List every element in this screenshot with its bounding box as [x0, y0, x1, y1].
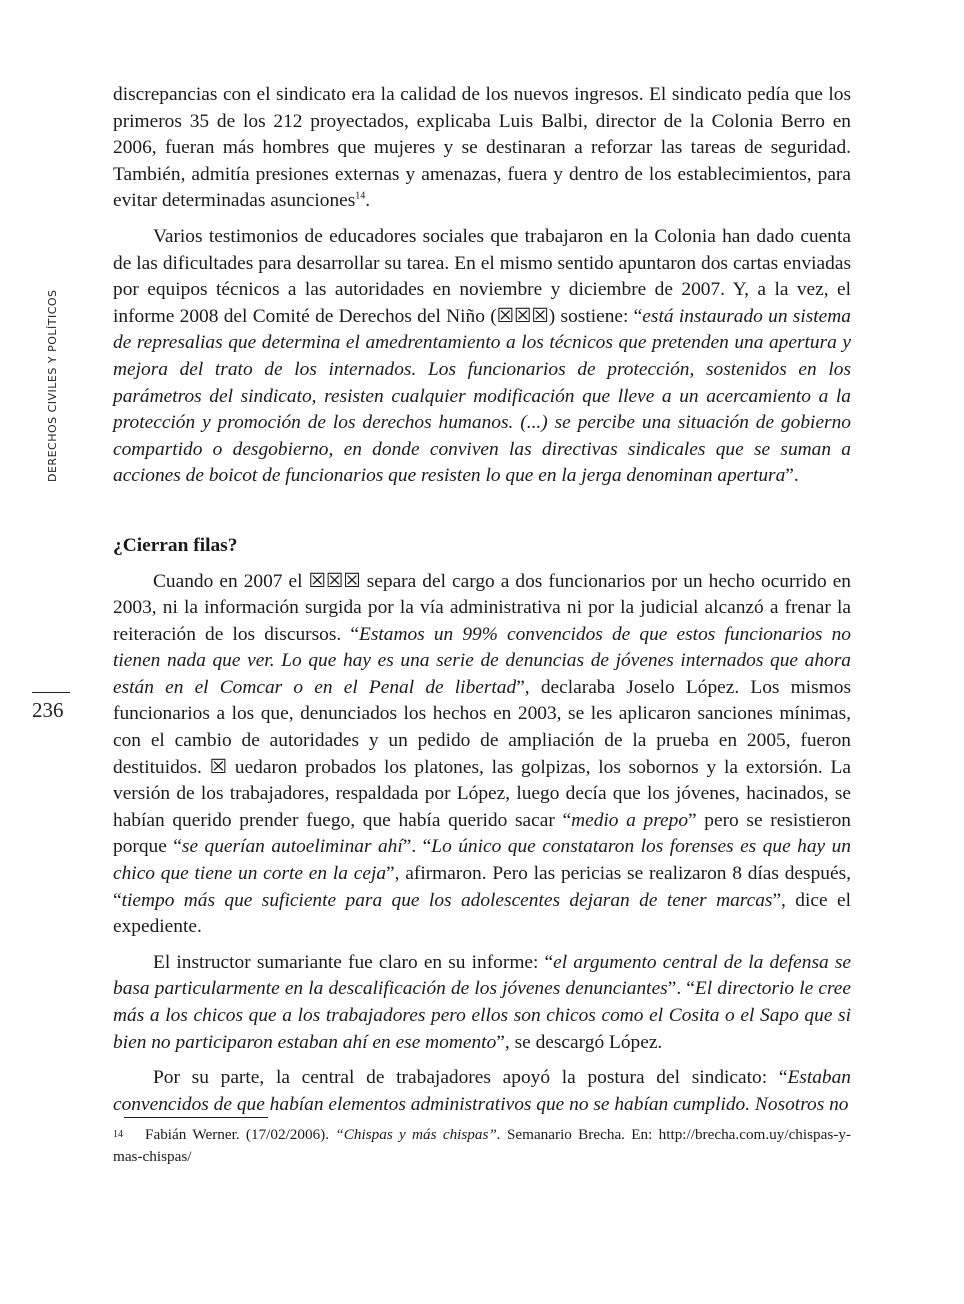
paragraph-5: Por su parte, la central de trabajadores apoyó la postura del sindicato: “Estaban convencidos de que habían elementos administrativos que no se habían cumplido. Nosotros no — [113, 1067, 851, 1115]
footnote-number: 14 — [113, 1129, 123, 1140]
footnote-ref[interactable]: 14 — [355, 190, 366, 202]
footnote: $^{14}$ Fabián Werner. (17/02/2006). “Chispas y más chispas”. Semanario Brecha. En: http://brecha.com.uy/chispas-y-mas-chispas/ — [113, 1126, 851, 1165]
page-number-rule — [32, 692, 70, 693]
section-side-label: DERECHOS CIVILES Y POLÍTICOS — [46, 289, 59, 482]
page-number: 236 — [32, 698, 64, 722]
body-text — [113, 82, 851, 1127]
paragraph-2: Varios testimonios de educadores sociales que trabajaron en la Colonia han dado cuenta de las dificultades para desarrollar su tarea. En el mismo sentido apuntaron dos cartas enviadas por equipos técnicos a las autoridades en noviembre y diciembre de 2007. Y, a la vez, el informe 2008 del Comité de Derechos del Niño (☒☒☒) sostiene: “está instaurado un sistema de represalias que determina el amedrentamiento a los técnicos que pretenden una apertura y mejora del trato de los internados. Los funcionarios de protección, sostenidos en los parámetros del sindicato, resisten cualquier modificación que lleve a un acercamiento a la protección y promoción de los derechos humanos. (...) se percibe una situación de gobierno compartido o desgobierno, en donde conviven las directivas sindicales que se suman a acciones de boicot de funcionarios que resisten lo que en la jerga denominan apertura”. — [113, 225, 851, 487]
footnote-rule — [124, 1117, 268, 1118]
footnote-link[interactable]: Semanario Brecha. En: http://brecha.com.uy/chispas-y-mas-chispas/ — [113, 1126, 851, 1165]
paragraph-1: discrepancias con el sindicato era la calidad de los nuevos ingresos. El sindicato pedía que los primeros 35 de los 212 proyectados, explicaba Luis Balbi, director de la Colonia Berro en 2006, fueran más hombres que mujeres y se destinaran a reforzar las tareas de seguridad. También, admitía presiones externas y amenazas, fuera y dentro de los establecimientos, para evitar determinadas asunciones$^{14}$. — [113, 84, 851, 212]
paragraph-4: El instructor sumariante fue claro en su informe: “el argumento central de la defensa se basa particularmente en la descalificación de los jóvenes denunciantes”. “El directorio le cree más a los chicos que a los trabajadores pero ellos son chicos como el Cosita o el Sapo que si bien no participaron estaban ahí en ese momento”, se descargó López. — [113, 951, 851, 1053]
paragraph-3: Cuando en 2007 el ☒☒☒ separa del cargo a dos funcionarios por un hecho ocurrido en 2003, ni la información surgida por la vía administrativa ni por la judicial alcanzó a frenar la reiteración de los discursos. “Estamos un 99% convencidos de que estos funcionarios no tienen nada que ver. Lo que hay es una serie de denuncias de jóvenes internados que ahora están en el Comcar o en el Penal de libertad”, declaraba Joselo López. Los mismos funcionarios a los que, denunciados los hechos en 2003, se les aplicaron sanciones mínimas, con el cambio de autoridades y un pedido de ampliación de la prueba en 2005, fueron destituidos. ☒ uedaron probados los platones, las golpizas, los sobornos y la extorsión. La versión de los trabajadores, respaldada por López, luego decía que los jóvenes, hacinados, se habían querido prender fuego, que había querido sacar “medio a prepo” pero se resistieron porque “se querían autoeliminar ahí”. “Lo único que constataron los forenses es que hay un chico que tiene un corte en la ceja”, afirmaron. Pero las pericias se realizaron 8 días después, “tiempo más que suficiente para que los adolescentes dejaran de tener marcas”, dice el expediente. — [113, 570, 852, 938]
section-heading: ¿Cierran filas? — [113, 534, 238, 556]
quote: está instaurado un sistema de represalias que determina el amedrentamiento a los técnicos que pretenden una apertura y mejora del trato de los internados. Los funcionarios de protección, sostenidos en los parámetros del sindicato, resisten cualquier modificación que lleve a un acercamiento a la protección y promoción de los derechos humanos. (...) se percibe una situación de gobierno compartido o desgobierno, en donde conviven las directivas sindicales que se suman a acciones de boicot de funcionarios que resisten lo que en la jerga denominan apertura — [113, 305, 851, 487]
